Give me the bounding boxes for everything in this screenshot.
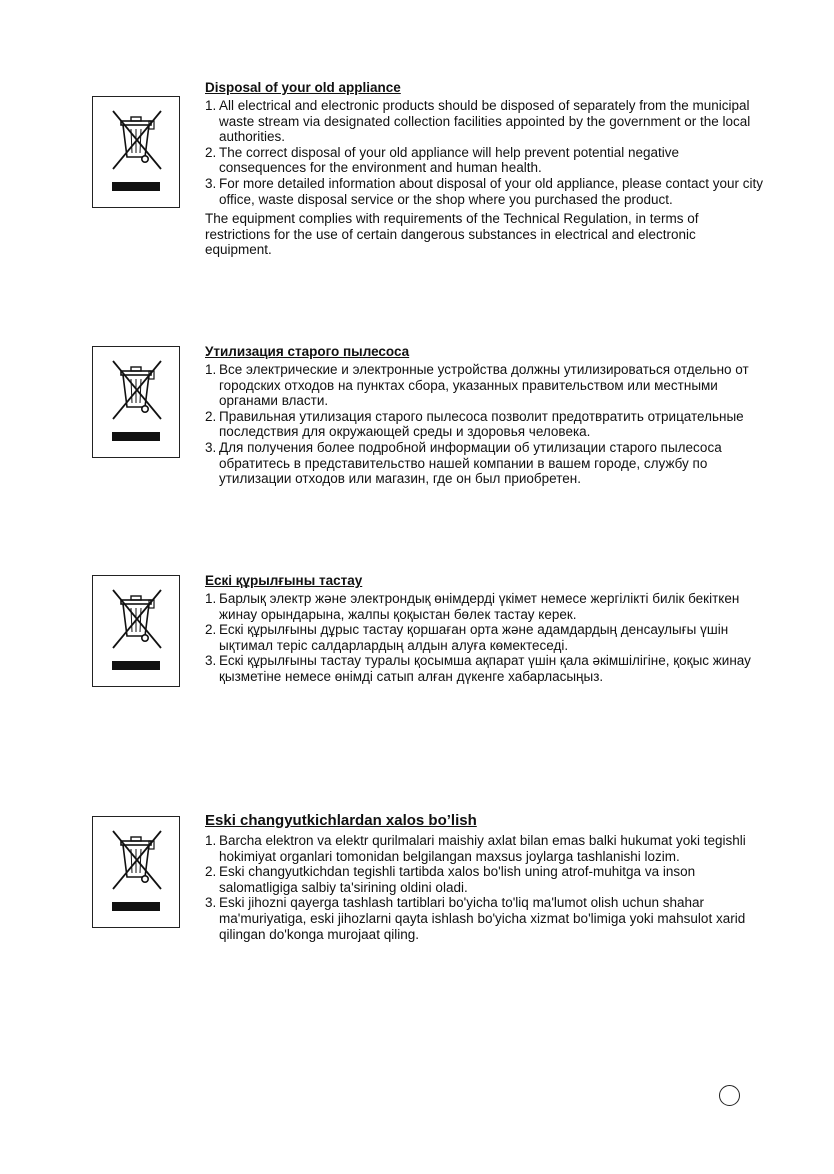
weee-bar xyxy=(112,182,160,191)
weee-symbol-box xyxy=(92,96,180,208)
list-item: 3. Ескі құрылғыны тастау туралы қосымша ақпарат үшін қала әкімшілігіне, қоқыс жинау қызметіне немесе өнімді сатып алған дүкенге хабарласыңыз. xyxy=(205,653,751,684)
weee-symbol-box xyxy=(92,346,180,458)
list-item: 3. For more detailed information about disposal of your old appliance, please contact your city office, waste disposal service or the shop where you purchased the product. xyxy=(205,175,764,207)
list-item: 2. Правильная утилизация старого пылесоса позволит предотвратить отрицательные последствия для окружающей среды и здоровья человека. xyxy=(205,408,744,440)
list-item: 3. Eski jihozni qayerga tashlash tartiblari bo'yicha to'liq ma'lumot olish uchun shahar ma'muriyatiga, eski jihozlarni qayta ishlash bo'yicha xizmat bo'limiga yoki mahsulot xarid qilingan do'konga murojaat qiling. xyxy=(205,895,746,942)
list-item: 3. Для получения более подробной информации об утилизации старого пылесоса обратитесь в представительство нашей компании в вашем городе, службу по утилизации отходов или магазин, где он был приобретен. xyxy=(205,439,722,487)
weee-bar xyxy=(112,432,160,441)
section-content xyxy=(205,80,765,258)
weee-symbol-box xyxy=(92,575,180,687)
instruction-list xyxy=(205,833,765,942)
list-item: 2. Eski changyutkichdan tegishli tartibda xalos bo'lish uning atrof-muhitga va inson salomatligiga salbiy ta'sirining oldini oladi. xyxy=(205,864,696,895)
list-item: 1. Барлық электр және электрондық өнімдерді үкімет немесе жергілікті билік бекіткен жинау орындарына, жалпы қоқыстан бөлек тастау керек. xyxy=(205,591,740,622)
weee-bar xyxy=(112,902,160,911)
list-item: 1. Barcha elektron va elektr qurilmalari maishiy axlat bilan emas balki hukumat yoki tegishli hokimiyat organlari tomonidan belgilangan maxsus joylarga tashlanishi lozim. xyxy=(205,833,746,864)
crossed-out-wheelie-bin-icon xyxy=(107,357,167,423)
crossed-out-wheelie-bin-icon xyxy=(107,107,167,173)
instruction-list xyxy=(205,98,765,207)
crossed-out-wheelie-bin-icon xyxy=(107,586,167,652)
weee-symbol-box xyxy=(92,816,180,928)
section-heading: Disposal of your old appliance xyxy=(205,80,401,95)
list-item: 1. Все электрические и электронные устройства должны утилизироваться отдельно от городских отходов на пунктах сбора, указанных правительством или местными органами власти. xyxy=(205,362,749,409)
crossed-out-wheelie-bin-icon xyxy=(107,827,167,893)
section-content xyxy=(205,573,765,685)
list-item: 2. Ескі құрылғыны дұрыс тастау қоршаған орта және адамдардың денсаулығы үшін ықтимал теріс салдарлардың алдын алуға көмектеседі. xyxy=(205,622,729,653)
section-heading: Ескі құрылғыны тастау xyxy=(205,573,363,588)
instruction-list xyxy=(205,362,765,487)
section-heading: Eski changyutkichlardan xalos bo’lish xyxy=(205,812,477,829)
compliance-note: The equipment complies with requirements of the Technical Regulation, in terms of restrictions for the use of certain dangerous substances in electrical and electronic equipment. xyxy=(205,211,699,258)
section-content xyxy=(205,811,765,942)
list-item: 2. The correct disposal of your old appliance will help prevent potential negative consequences for the environment and human health. xyxy=(205,144,680,176)
weee-bar xyxy=(112,661,160,670)
section-content xyxy=(205,344,765,487)
list-item: 1. All electrical and electronic products should be disposed of separately from the municipal waste stream via designated collection facilities appointed by the government or the local authorities. xyxy=(205,98,751,145)
section-heading: Утилизация старого пылесоса xyxy=(205,344,410,359)
page-number-circle-icon xyxy=(719,1085,740,1106)
instruction-list xyxy=(205,591,765,685)
